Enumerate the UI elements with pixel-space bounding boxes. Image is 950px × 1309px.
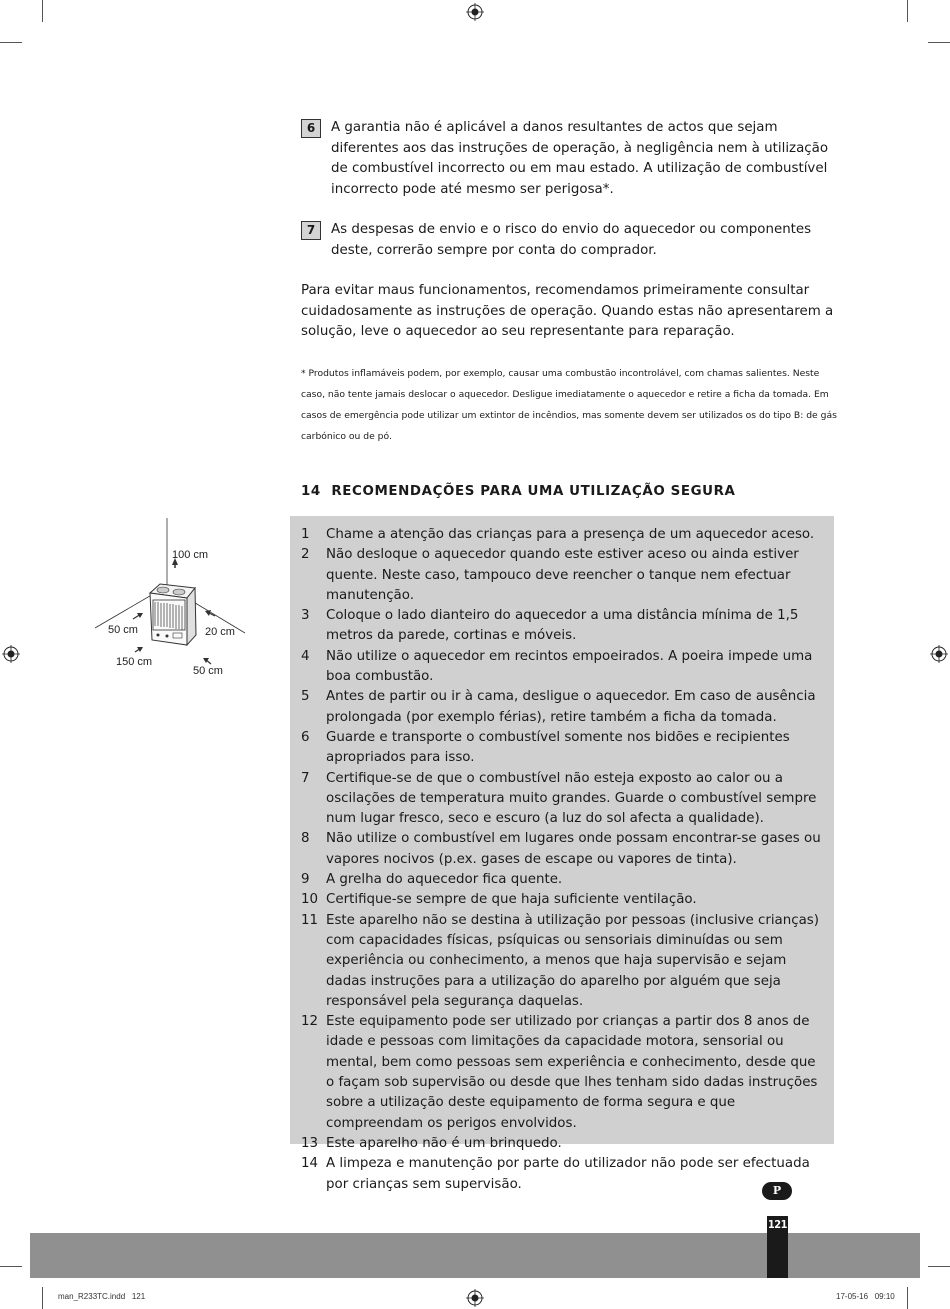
list-item bbox=[301, 687, 821, 728]
crop-mark bbox=[907, 0, 908, 22]
page-number: 121 bbox=[767, 1218, 788, 1231]
crop-mark bbox=[928, 42, 950, 43]
item-text: A garantia não é aplicável a danos resultantes de actos que sejam diferentes aos das instruções de operação, à negligência nem à utilização de combustível incorrecto ou em mau estado. A utilização de combustível incorrecto pode até mesmo ser perigosa*. bbox=[331, 120, 829, 197]
item-number-box: 6 bbox=[301, 119, 321, 138]
list-item-number: 4 bbox=[301, 648, 310, 664]
list-item-number: 8 bbox=[301, 831, 310, 847]
list-item-number: 1 bbox=[301, 527, 310, 542]
section-number: 14 bbox=[301, 484, 321, 499]
section-title: RECOMENDAÇÕES PARA UMA UTILIZAÇÃO SEGURA bbox=[331, 484, 736, 499]
list-item-number: 14 bbox=[301, 1156, 319, 1172]
clearance-front-right-label: 50 cm bbox=[193, 665, 223, 677]
list-item bbox=[301, 525, 821, 545]
list-item bbox=[301, 728, 821, 769]
crop-mark bbox=[42, 1287, 43, 1309]
list-item bbox=[301, 545, 821, 606]
list-item-number: 11 bbox=[301, 912, 319, 928]
list-item bbox=[301, 829, 821, 870]
crop-mark bbox=[907, 1287, 908, 1309]
list-item-text: Antes de partir ou ir à cama, desligue o aquecedor. Em caso de ausência prolongada (por exemplo férias), retire também a ficha da tomada. bbox=[326, 689, 816, 725]
clearance-front-left-label: 150 cm bbox=[116, 656, 153, 668]
list-item-text: Não utilize o aquecedor em recintos empoeirados. A poeira impede uma boa combustão. bbox=[326, 648, 813, 685]
list-item-number: 5 bbox=[301, 689, 310, 705]
list-item-number: 3 bbox=[301, 608, 310, 624]
list-item-text: Guarde e transporte o combustível somente nos bidões e recipientes apropriados para isso. bbox=[326, 729, 790, 766]
list-item-number: 7 bbox=[301, 770, 310, 786]
list-item bbox=[301, 769, 821, 830]
list-item-number: 2 bbox=[301, 547, 310, 563]
list-item-number: 12 bbox=[301, 1014, 319, 1030]
registration-mark-icon bbox=[930, 645, 948, 663]
list-item bbox=[301, 890, 821, 910]
list-item-number: 10 bbox=[301, 892, 319, 908]
list-item-text: A limpeza e manutenção por parte do utilizador não pode ser efectuada por crianças sem supervisão. bbox=[326, 1156, 810, 1192]
crop-mark bbox=[42, 0, 43, 22]
list-item-number: 9 bbox=[301, 872, 310, 888]
warranty-item-6 bbox=[301, 118, 836, 200]
list-item-text: Este aparelho não é um brinquedo. bbox=[326, 1135, 562, 1151]
item-text: As despesas de envio e o risco do envio do aquecedor ou componentes deste, correrão sempre por conta do comprador. bbox=[331, 222, 812, 258]
list-item-text: A grelha do aquecedor fica quente. bbox=[326, 872, 563, 888]
registration-mark-icon bbox=[466, 3, 484, 21]
registration-mark-icon bbox=[466, 1289, 484, 1307]
crop-mark bbox=[0, 42, 22, 43]
list-item bbox=[301, 1134, 821, 1154]
list-item-text: Certifique-se sempre de que haja suficiente ventilação. bbox=[326, 892, 697, 908]
clearance-top-label: 100 cm bbox=[172, 549, 209, 561]
warranty-item-7 bbox=[301, 220, 836, 262]
list-item bbox=[301, 911, 821, 1012]
registration-mark-icon bbox=[2, 645, 20, 663]
list-item-text: Chame a atenção das crianças para a presença de um aquecedor aceso. bbox=[326, 527, 815, 542]
list-item bbox=[301, 870, 821, 890]
list-item bbox=[301, 1154, 821, 1195]
item-number-box: 7 bbox=[301, 221, 321, 240]
clearance-right-label: 20 cm bbox=[205, 626, 235, 638]
body-paragraph: Para evitar maus funcionamentos, recomendamos primeiramente consultar cuidadosamente as instruções de operação. Quando estas não apresentarem a solução, leve o aquecedor ao seu representante para reparação. bbox=[301, 283, 834, 339]
list-item-number: 6 bbox=[301, 729, 310, 745]
footnote: * Produtos inflamáveis podem, por exemplo, causar uma combustão incontrolável, com chamas salientes. Neste caso, não tente jamais deslocar o aquecedor. Desligue imediatamente o aquecedor e retire a ficha da tomada. Em casos de emergência pode utilizar um extintor de incêndios, mas somente devem ser utilizados os do tipo B: de gás carbónico ou de pó. bbox=[301, 368, 837, 442]
section-heading bbox=[301, 484, 736, 499]
list-item-text: Este aparelho não se destina à utilização por pessoas (inclusive crianças) com capacidades físicas, psíquicas ou sensoriais diminuídas ou sem experiência ou conhecimento, a menos que haja supervisão e sejam dadas instruções para a utilização do aparelho por alguém que seja responsável pela segurança daquelas. bbox=[326, 912, 820, 1009]
list-item-text: Coloque o lado dianteiro do aquecedor a uma distância mínima de 1,5 metros da parede, cortinas e móveis. bbox=[326, 608, 799, 644]
list-item-text: Este equipamento pode ser utilizado por crianças a partir dos 8 anos de idade e pessoas com limitações da capacidade motora, sensorial ou mental, bem como pessoas sem experiência e conhecimento, desde que o façam sob supervisão ou desde que lhes tenham sido dadas instruções sobre a utilização deste equipamento de forma segura e que compreendam os perigos envolvidos. bbox=[326, 1014, 818, 1131]
crop-mark bbox=[928, 1266, 950, 1267]
list-item-number: 13 bbox=[301, 1135, 319, 1151]
list-item bbox=[301, 1012, 821, 1134]
clearance-left-label: 50 cm bbox=[108, 624, 138, 636]
safety-list bbox=[301, 525, 821, 1195]
crop-mark bbox=[0, 1266, 22, 1267]
list-item bbox=[301, 647, 821, 688]
list-item bbox=[301, 606, 821, 647]
slug-filename: man_R233TC.indd 121 bbox=[58, 1292, 146, 1301]
list-item-text: Não desloque o aquecedor quando este estiver aceso ou ainda estiver quente. Neste caso, tampouco deve reencher o tanque nem efectuar manutenção. bbox=[326, 547, 799, 603]
list-item-text: Não utilize o combustível em lugares onde possam encontrar-se gases ou vapores nocivos (p.ex. gases de escape ou vapores de tinta). bbox=[326, 831, 821, 867]
language-badge: P bbox=[762, 1182, 792, 1200]
heater-clearance-diagram bbox=[95, 518, 255, 683]
list-item-text: Certifique-se de que o combustível não esteja exposto ao calor ou a oscilações de temperatura muito grandes. Guarde o combustível sempre num lugar fresco, seco e escuro (a luz do sol afecta a qualidade). bbox=[326, 770, 817, 827]
slug-datetime: 17-05-16 09:10 bbox=[836, 1292, 895, 1301]
